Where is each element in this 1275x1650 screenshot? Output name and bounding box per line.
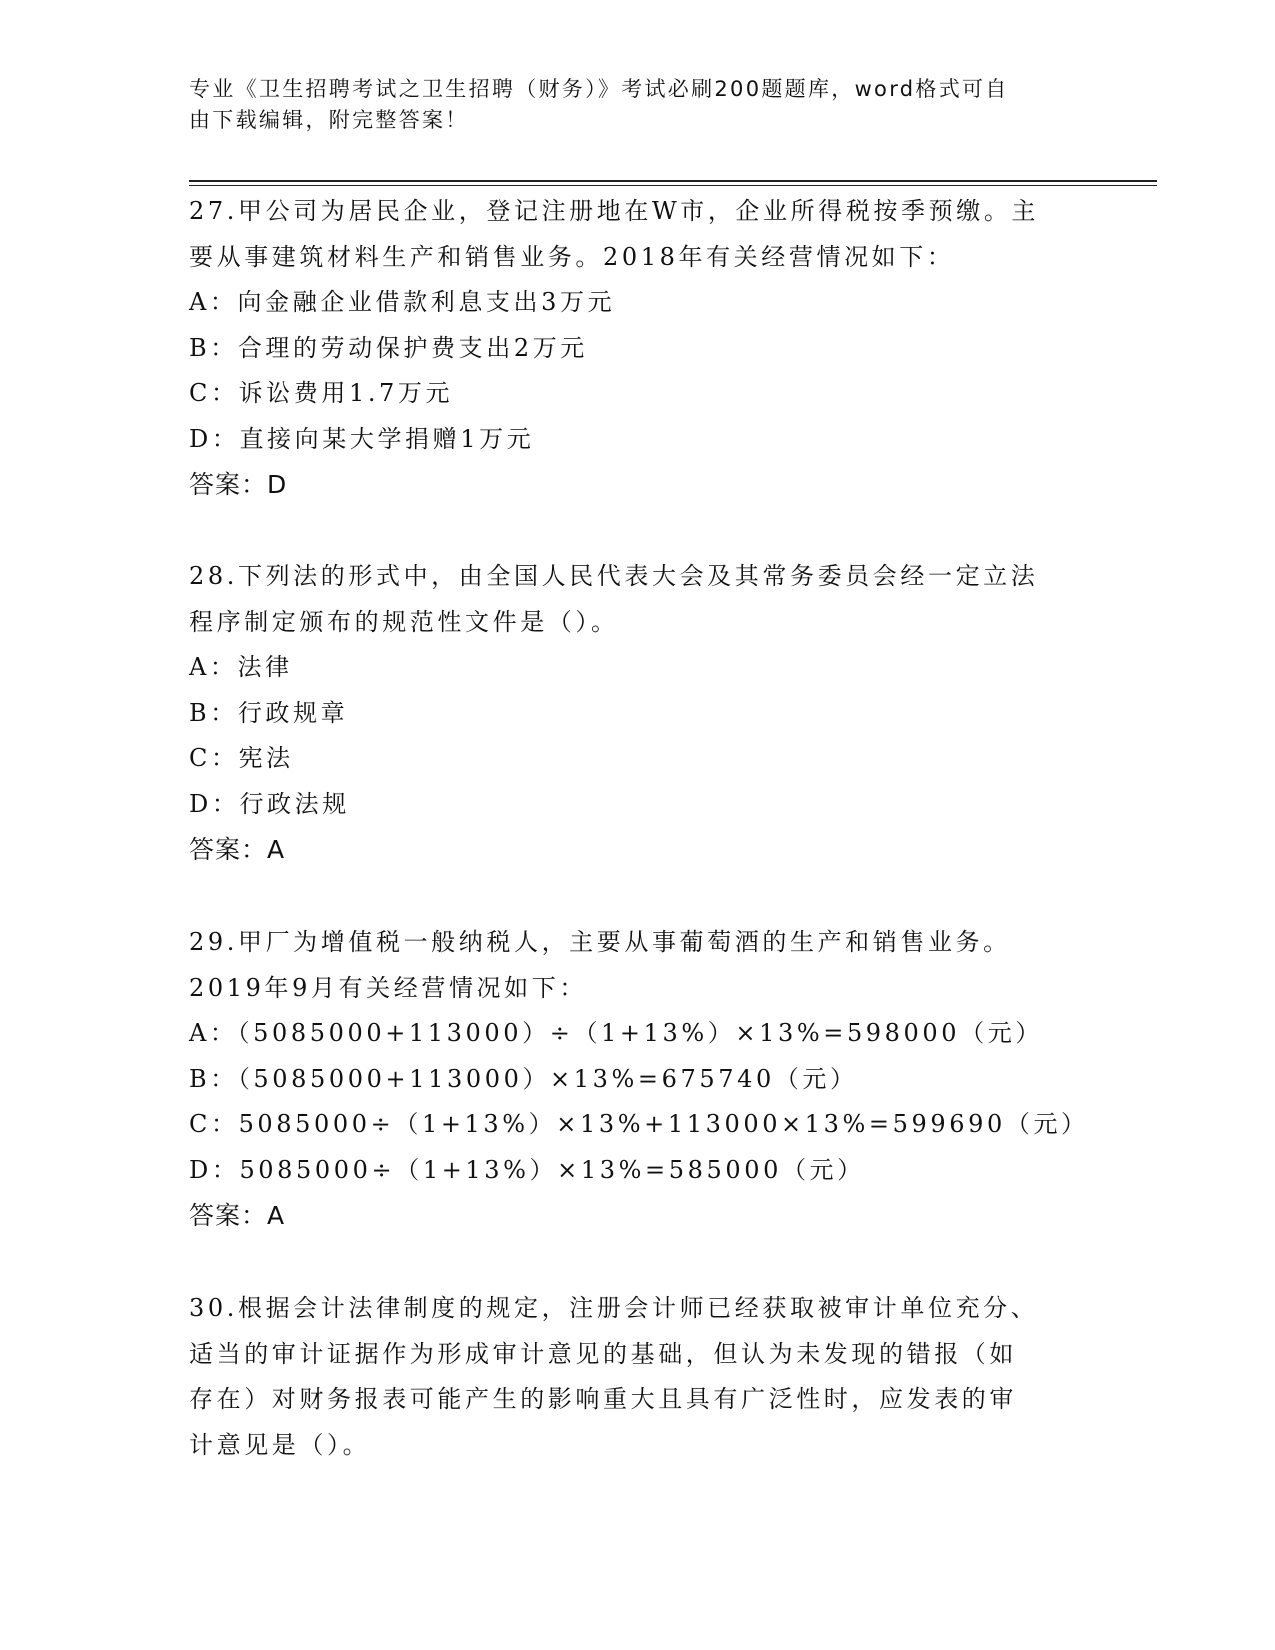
question-stem-line: 适当的审计证据作为形成审计意见的基础，但认为未发现的错报（如 <box>189 1339 1017 1368</box>
question-stem-line: 计意见是（）。 <box>189 1430 371 1459</box>
option-d: D：直接向某大学捐赠1万元 <box>189 424 535 453</box>
header-divider-thin <box>189 185 1157 186</box>
document-header <box>189 74 1069 136</box>
question-stem-line: 要从事建筑材料生产和销售业务。2018年有关经营情况如下： <box>189 242 955 271</box>
header-line-1: 专业《卫生招聘考试之卫生招聘（财务）》考试必刷200题题库，word格式可自 <box>189 77 1009 101</box>
answer-line: 答案：A <box>189 1201 286 1230</box>
option-b: B：（5085000+113000）×13%=675740（元） <box>189 1064 858 1093</box>
question-30 <box>189 1286 1089 1468</box>
question-stem-line: 28.下列法的形式中，由全国人民代表大会及其常务委员会经一定立法 <box>189 562 1039 590</box>
option-c: C：5085000÷（1+13%）×13%+113000×13%=599690（元） <box>189 1110 1089 1138</box>
question-stem-line: 程序制定颁布的规范性文件是（）。 <box>189 607 619 636</box>
question-stem-line: 2019年9月有关经营情况如下： <box>189 973 587 1002</box>
question-29 <box>189 920 1089 1239</box>
question-28 <box>189 554 1089 873</box>
header-line-2: 由下载编辑，附完整答案！ <box>189 108 469 132</box>
option-c: C：宪法 <box>189 744 294 772</box>
option-c: C：诉讼费用1.7万元 <box>189 379 454 407</box>
answer-line: 答案：A <box>189 835 286 864</box>
option-d: D：5085000÷（1+13%）×13%=585000（元） <box>189 1155 865 1184</box>
option-a: A：法律 <box>189 653 293 681</box>
question-stem-line: 存在）对财务报表可能产生的影响重大且具有广泛性时，应发表的审 <box>189 1385 1017 1413</box>
option-a: A：（5085000+113000）÷（1+13%）×13%=598000（元） <box>189 1019 1043 1047</box>
option-d: D：行政法规 <box>189 789 350 818</box>
option-b: B：行政规章 <box>189 698 349 727</box>
question-stem-line: 29.甲厂为增值税一般纳税人，主要从事葡萄酒的生产和销售业务。 <box>189 928 1011 956</box>
option-a: A：向金融企业借款利息支出3万元 <box>189 288 616 316</box>
answer-line: 答案：D <box>189 470 288 499</box>
header-divider-thick <box>189 180 1157 182</box>
option-b: B：合理的劳动保护费支出2万元 <box>189 333 588 362</box>
question-27 <box>189 189 1089 508</box>
question-stem-line: 27.甲公司为居民企业，登记注册地在W市，企业所得税按季预缴。主 <box>189 197 1040 225</box>
question-stem-line: 30.根据会计法律制度的规定，注册会计师已经获取被审计单位充分、 <box>189 1294 1039 1322</box>
